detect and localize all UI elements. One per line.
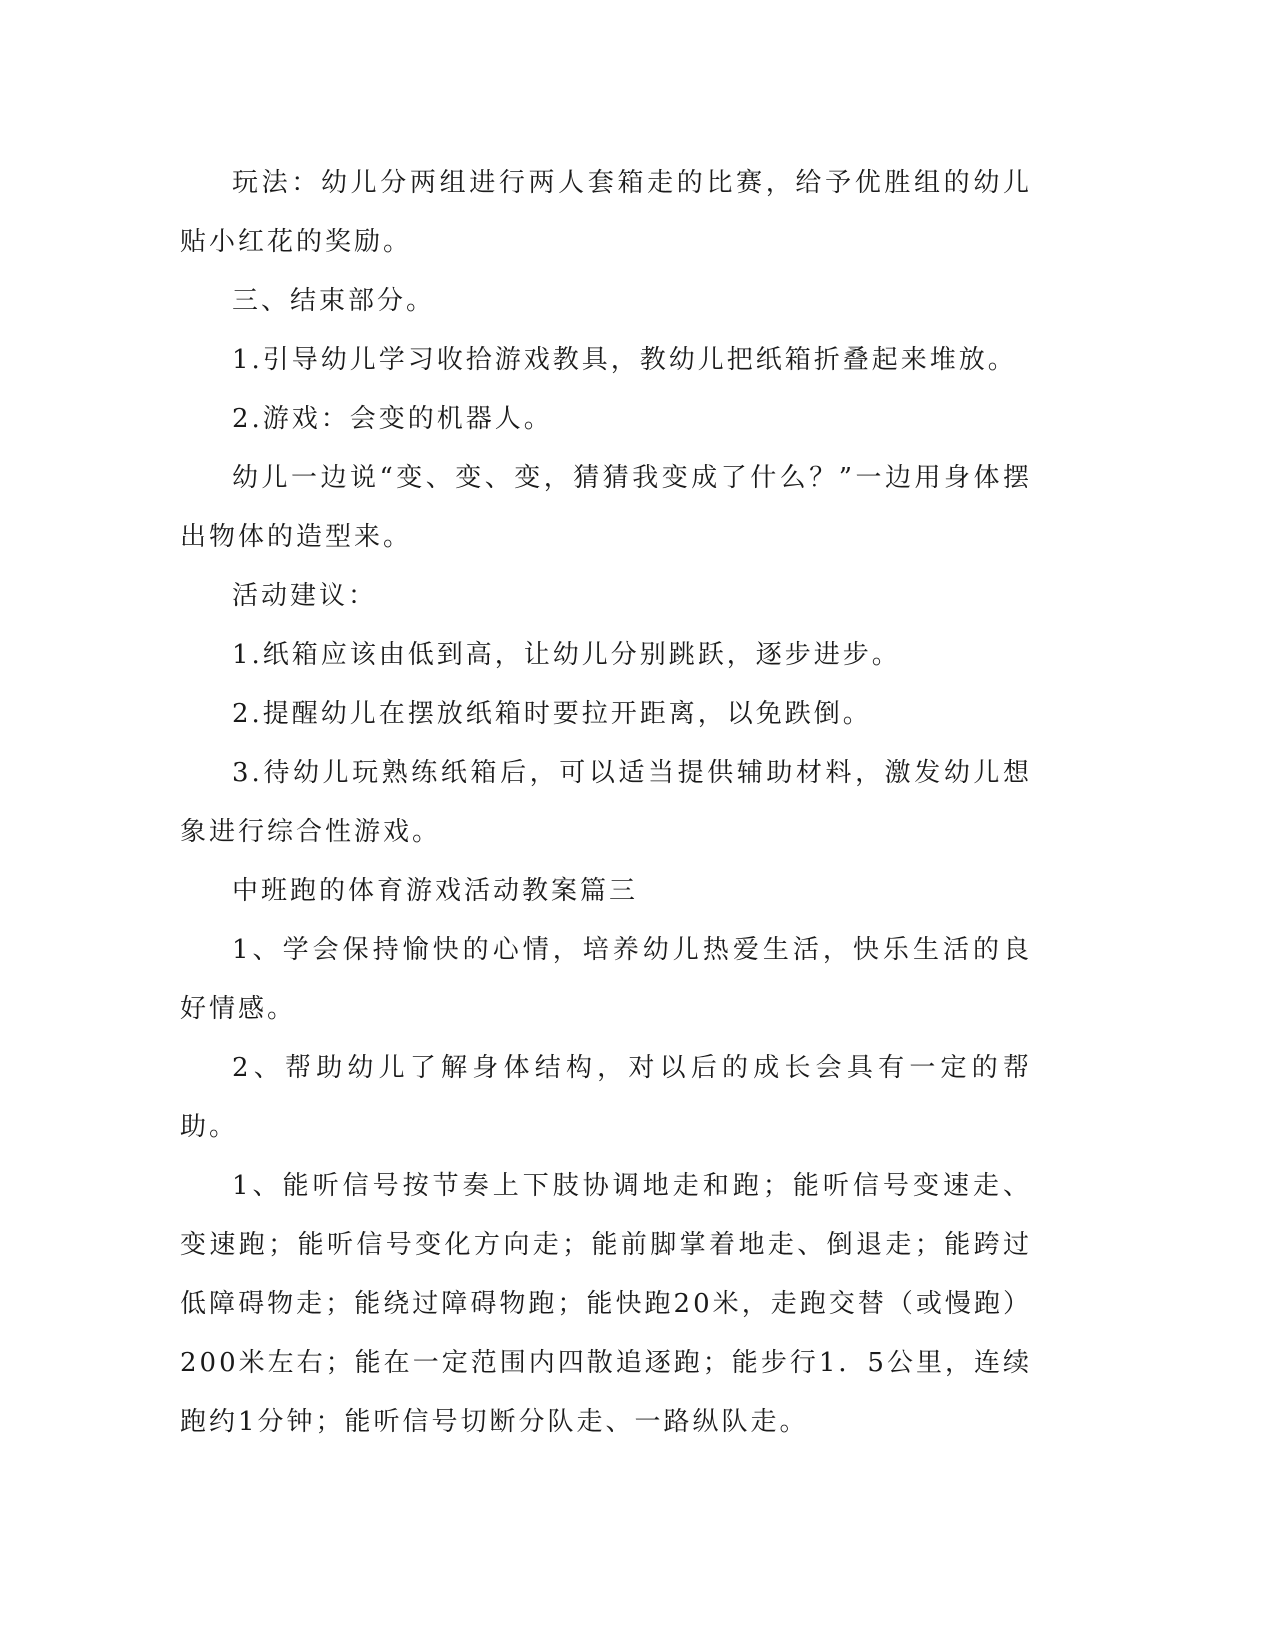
paragraph-suggestion-2: 2.提醒幼儿在摆放纸箱时要拉开距离，以免跌倒。: [232, 699, 872, 729]
paragraph-section-ending: 三、结束部分。: [232, 286, 436, 316]
paragraph-tidy-up: 1.引导幼儿学习收拾游戏教具，教幼儿把纸箱折叠起来堆放。: [232, 345, 1017, 375]
paragraph-robot-game: 2.游戏：会变的机器人。: [232, 404, 553, 434]
paragraph-goal-2: 2、帮助幼儿了解身体结构，对以后的成长会具有一定的帮助。: [180, 1053, 1032, 1142]
document-body: [180, 154, 1032, 1452]
paragraph-gameplay: 玩法：幼儿分两组进行两人套箱走的比赛，给予优胜组的幼儿贴小红花的奖励。: [180, 168, 1032, 257]
paragraph-suggestion-1: 1.纸箱应该由低到高，让幼儿分别跳跃，逐步进步。: [232, 640, 901, 670]
paragraph-suggestions-heading: 活动建议：: [232, 581, 378, 611]
paragraph-skills: 1、能听信号按节奏上下肢协调地走和跑；能听信号变速走、变速跑；能听信号变化方向走；能前脚掌着地走、倒退走；能跨过低障碍物走；能绕过障碍物跑；能快跑20米，走跑交替（或慢跑）200米左右；能在一定范围内四散追逐跑；能步行1．5公里，连续跑约1分钟；能听信号切断分队走、一路纵队走。: [180, 1171, 1032, 1437]
paragraph-section-title: 中班跑的体育游戏活动教案篇三: [232, 876, 639, 906]
paragraph-suggestion-3: 3.待幼儿玩熟练纸箱后，可以适当提供辅助材料，激发幼儿想象进行综合性游戏。: [180, 758, 1032, 847]
paragraph-robot-description: 幼儿一边说“变、变、变，猜猜我变成了什么？”一边用身体摆出物体的造型来。: [180, 463, 1032, 552]
paragraph-goal-1: 1、学会保持愉快的心情，培养幼儿热爱生活，快乐生活的良好情感。: [180, 935, 1032, 1024]
